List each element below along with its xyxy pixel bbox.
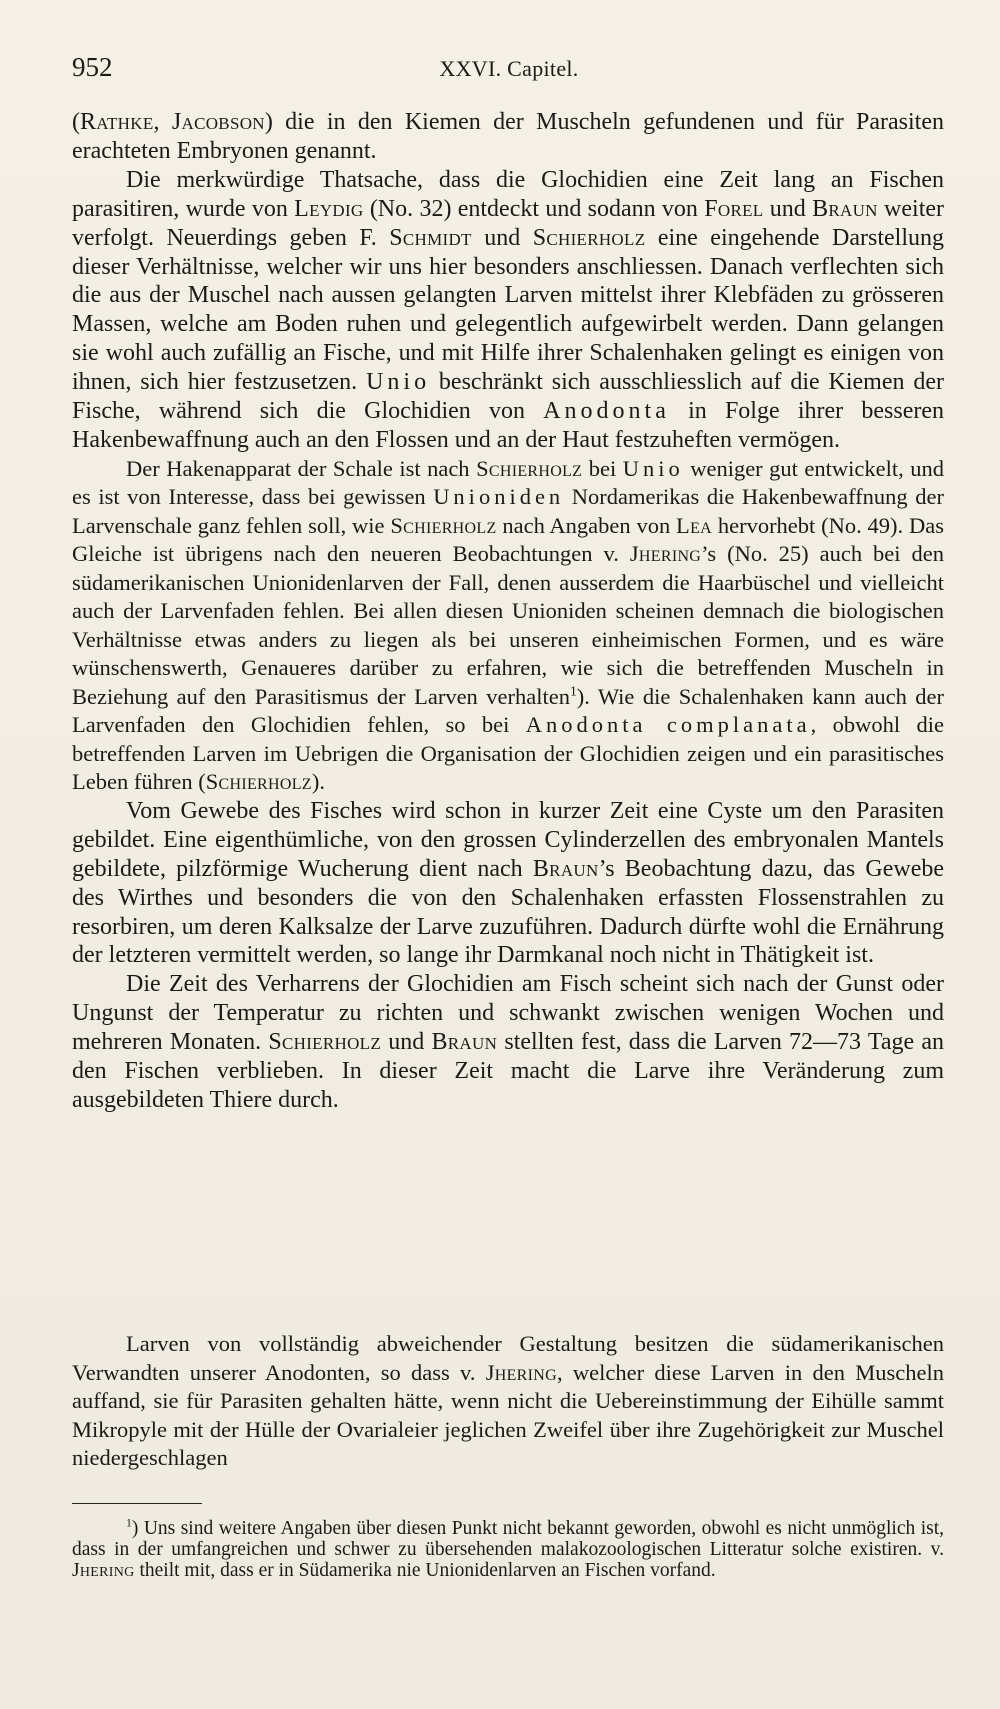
author-name: Schierholz	[205, 769, 312, 795]
text-run: hervorhebt (No. 49). Das Gleiche ist übrigens nach den neueren Beobachtungen v.	[72, 512, 944, 567]
genus-name: Unioniden	[433, 484, 565, 510]
text-run: (	[72, 109, 80, 135]
footnote-divider	[72, 1503, 202, 1504]
footnote-reference[interactable]: 1	[569, 683, 577, 699]
author-name: Rathke	[80, 109, 154, 135]
text-run: , welcher diese Larven in den Muscheln auffand, sie für Parasiten gehalten hätte, wenn nicht die Uebereinstimmung der Eihülle sammt Mikropyle mit der Hülle der Ovarialeier jeglichen Zweifel über ihre Zugehörigkeit zur Muschel niedergeschlagen	[72, 1359, 944, 1470]
main-text	[72, 108, 944, 1115]
text-run: , obwohl die betreffenden Larven im Uebrigen die Organisation der Glochidien zeigen und ein parasitisches Leben führen (	[72, 712, 944, 795]
author-name: Jhering	[72, 1560, 135, 1581]
species-name: Anodonta complanata	[525, 712, 811, 738]
author-name: Schmidt	[389, 224, 472, 251]
footnote-mark: 1	[126, 1516, 132, 1530]
paragraph-3	[72, 455, 944, 797]
text-run: Die Zeit des Verharrens der Glochidien am Fisch scheint sich nach der Gunst oder Ungunst der Temperatur zu richten und schwankt zwischen wenigen Wochen und mehreren Monaten.	[72, 971, 944, 1056]
text-run: stellten fest, dass die Larven 72—73 Tage an den Fischen verblieben. In dieser Zeit macht die Larve ihre Veränderung zum ausgebildeten Thiere durch.	[72, 1029, 944, 1113]
author-name: Lea	[676, 512, 713, 538]
author-name: Schierholz	[476, 455, 583, 481]
footnote	[72, 1518, 944, 1581]
text-run: ) die in den Kiemen der Muscheln gefundenen und für Parasiten erachteten Embryonen genannt.	[72, 109, 945, 164]
text-run: Vom Gewebe des Fisches wird schon in kurzer Zeit eine Cyste um den Parasiten gebildet. Eine eigenthümliche, von den grossen Cylinderzellen des embryonalen Mantels gebildete, pilzförmige Wucherung dient nach	[72, 797, 944, 882]
paragraph-6	[72, 1330, 944, 1473]
author-name: Schierholz	[532, 224, 646, 251]
text-run: (No. 32) entdeckt und sodann von	[363, 195, 705, 222]
genus-name: Anodonta	[543, 398, 670, 425]
text-run: und	[381, 1029, 432, 1056]
author-name: Leydig	[294, 195, 364, 222]
text-run: in Folge ihrer besseren Hakenbewaffnung auch an den Flossen und an der Haut festzuheften vermögen.	[72, 398, 944, 453]
text-run: Der Hakenapparat der Schale ist nach	[126, 455, 477, 481]
genus-name: Unio	[366, 369, 431, 396]
paragraph-1	[72, 108, 944, 166]
page-number: 952	[72, 52, 113, 82]
text-run: Larven von vollständig abweichender Gestaltung besitzen die südamerikanischen Verwandten unserer Anodonten, so dass v.	[72, 1331, 944, 1385]
author-name: Forel	[704, 195, 764, 222]
author-name: Jhering	[485, 1359, 557, 1385]
text-run: ’s Beobachtung dazu, das Gewebe des Wirthes und besonders die von den Schalenhaken erfassten Flossenstrahlen zu resorbiren, um deren Kalksalze der Larve zuzuführen. Dadurch dürfte wohl die Ernährung der letzteren vermittelt werden, so lange ihr Darmkanal noch nicht in Thätigkeit ist.	[72, 855, 944, 969]
text-run: beschränkt sich ausschliesslich auf die Kiemen der Fische, während sich die Glochidien von	[72, 369, 945, 425]
running-title: XXVI. Capitel.	[439, 56, 579, 81]
paragraph-4	[72, 797, 944, 970]
text-run: Die merkwürdige Thatsache, dass die Glochidien eine Zeit lang an Fischen parasitiren, wurde von	[72, 166, 944, 222]
text-run: und	[763, 195, 813, 222]
footnote-text	[72, 1518, 944, 1581]
text-run: und	[471, 224, 533, 251]
text-run: ).	[311, 769, 325, 795]
author-name: Braun	[812, 195, 878, 222]
page-header	[72, 52, 946, 92]
paragraph-5	[72, 970, 944, 1115]
text-run: ). Wie die Schalenhaken kann auch der Larvenfaden den Glochidien fehlen, so bei	[72, 683, 944, 738]
text-run: theilt mit, dass er in Südamerika nie Unionidenlarven an Fischen vorfand.	[134, 1560, 716, 1581]
text-run: bei	[582, 455, 623, 481]
text-run: ,	[153, 109, 172, 135]
genus-name: Unio	[622, 455, 684, 481]
text-run: weniger gut entwickelt, und es ist von Interesse, dass bei gewissen	[72, 455, 944, 510]
text-run: Nordamerikas die Hakenbewaffnung der Larvenschale ganz fehlen soll, wie	[72, 484, 944, 538]
section-larval-forms	[72, 1330, 944, 1473]
paragraph-2	[72, 166, 944, 455]
author-name: Braun	[431, 1029, 498, 1056]
text-run: ’s (No. 25) auch bei den südamerikanischen Unionidenlarven der Fall, denen ausserdem die Haarbüschel und vielleicht auch der Larvenfaden fehlen. Bei allen diesen Unioniden scheinen demnach die biologischen Verhältnisse etwas anders zu liegen als bei unseren einheimischen Formen, und es wäre wünschenswerth, Genaueres darüber zu erfahren, wie sich die betreffenden Muscheln in Beziehung auf den Parasitismus der Larven verhalten	[72, 541, 944, 709]
author-name: Jacobson	[171, 109, 265, 135]
text-run: weiter verfolgt. Neuerdings geben F.	[72, 195, 945, 251]
text-run: eine eingehende Darstellung dieser Verhältnisse, welcher wir uns hier besonders anschliessen. Danach verflechten sich die aus der Muschel nach aussen gelangten Larven mittelst ihrer Klebfäden zu grösseren Massen, welche am Boden ruhen und gelegentlich aufgewirbelt werden. Dann gelangen sie wohl auch zufällig an Fische, und mit Hilfe ihrer Schalenhaken gelingt es einigen von ihnen, sich hier festzusetzen.	[72, 224, 945, 396]
author-name: Schierholz	[390, 512, 497, 538]
author-name: Schierholz	[268, 1029, 382, 1056]
author-name: Braun	[532, 855, 599, 882]
text-run: ) Uns sind weitere Angaben über diesen Punkt nicht bekannt geworden, obwohl es nicht unmöglich ist, dass in der umfangreichen und schwer zu übersehenden malakozoologischen Litteratur solche existiren. v.	[72, 1518, 944, 1560]
author-name: Jhering	[629, 541, 702, 567]
text-run: nach Angaben von	[496, 512, 677, 538]
